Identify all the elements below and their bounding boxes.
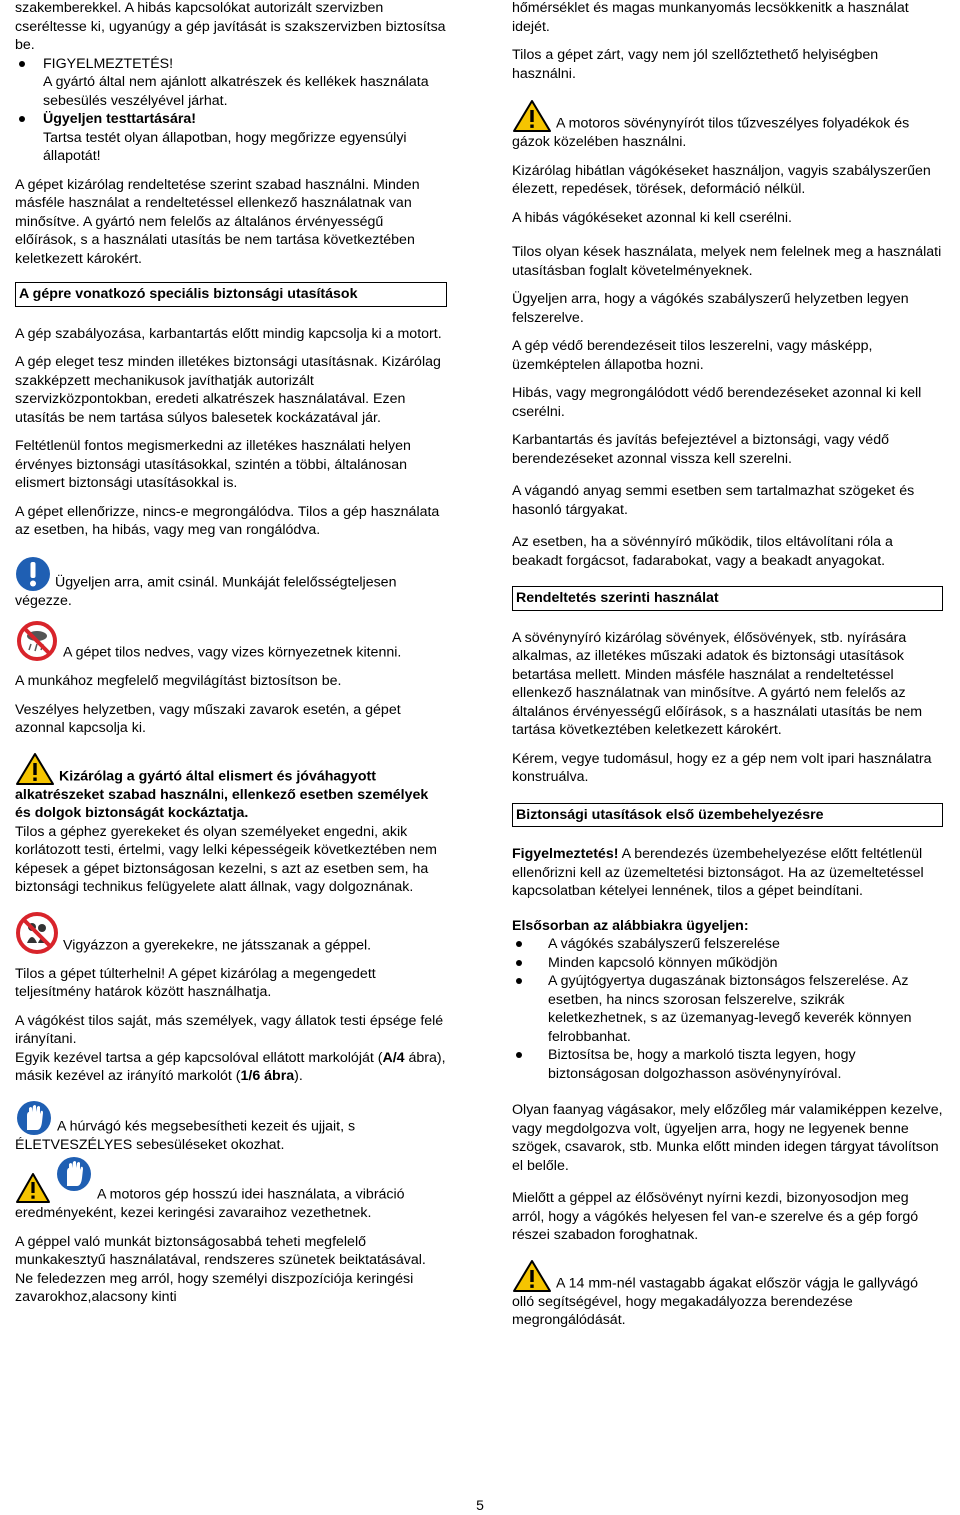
flammable-text: A motoros sövénynyírót tilos tűzveszélyes folyadékok és gázok közelében használni. [512,115,910,150]
first-operation-section-title: Biztonsági utasítások első üzembehelyezésre [512,803,943,828]
checklist-item-text: Biztosítsa be, hogy a markoló tiszta legyen, hogy biztonságosan dolgozhasson asövénynyíróval. [548,1047,856,1082]
no-children-prohibition-icon [15,911,59,955]
first-operation-warning-head: Figyelmeztetés! [512,846,619,862]
bullet-dot [516,1052,522,1058]
left-paragraph-2: A gép eleget tesz minden illetékes biztonsági utasításnak. Kizárólag szakképzett mechanikusok javíthatják autorizált szervizközpontokban, eredeti alkatrészek használatával. Ezen utasítás be nem tartása súlyos balesetek kockázatával jár. [15,354,441,426]
intended-use-section-title: Rendeltetés szerinti használat [512,586,943,611]
gloves-breaks-text: A géppel való munkát biztonságosabbá teheti megfelelő munkakesztyű használatával, rendszeres szünetek beiktatásával. Ne feledezzen meg arról, hogy személyi diszpozíciója keringési zavarokhoz,alacsony kinti [15,1233,426,1305]
first-operation-warning-text: A berendezés üzembehelyezése előtt feltétlenül ellenőrizni kell az üzemeltetési biztonságot. Ha az üzemeltetéssel kapcsolatban kételyei lennének, tilos a gépet beindítani. [512,846,924,899]
checklist [512,917,944,1084]
checklist-item-text: A gyújtógyertya dugaszának biztonságos felszerelése. Az esetben, ha nincs szorosan felszerelve, szikrák keletkezhetnek, s az üzemanyag-levegő keverék könnyen felrobbanhat. [548,973,912,1045]
warning-text: A gyártó által nem ajánlott alkatrészek és kellékek használata sebesülés veszélyével járhat. [43,74,429,109]
checklist-item [512,954,944,973]
left-paragraph-3: Feltétlenül fontos megismerkedni az illetékes használati helyen érvényes biztonsági utasításokkal, szintén a többi, általánosan elismert biztonsági utasításokkal is. [15,438,411,491]
right-paragraph-11: A vágandó anyag semmi esetben sem tartalmazhat szögeket és hasonló tárgyakat. [512,483,915,518]
glove-mandatory-icon [15,1100,53,1136]
no-rain-paragraph [15,620,447,662]
right-paragraph-6: Tilos olyan kések használata, melyek nem felelnek meg a használati utasításban foglalt követelményeknek. [512,244,942,279]
right-paragraph-7: Ügyeljen arra, hogy a vágókés szabályszerű helyzetben legyen felszerelve. [512,291,909,326]
warning-triangle-icon [15,1172,51,1204]
attention-paragraph [15,556,447,611]
flammable-paragraph [512,99,944,152]
left-paragraph-1: A gép szabályozása, karbantartás előtt mindig kapcsolja ki a motort. [15,325,442,342]
exclamation-mandatory-icon [15,556,51,592]
warning-triangle-icon [512,1259,552,1293]
checklist-item [512,1046,944,1083]
blade-direction-paragraph [15,1012,447,1086]
no-overload-text: Tilos a gépet túlterhelni! A gépet kizárólag a megengedett teljesítmény határok között használhatja. [15,965,376,1000]
thick-branches-text: A 14 mm-nél vastagabb ágakat először vágja le gallyvágó olló segítségével, hogy megakadályozza berendezése megrongálódását. [512,1275,918,1328]
original-parts-bold-1: Kizárólag a gyártó által elismert és jóváhagyott alkatrészeket szabad használn [15,768,376,803]
right-paragraph-9: Hibás, vagy megrongálódott védő berendezéseket azonnal ki kell cserélni. [512,385,922,420]
thick-branches-paragraph [512,1259,944,1330]
checklist-item-text: Minden kapcsoló könnyen működjön [548,954,778,971]
balance-bullet [15,110,447,166]
hand-injury-text: A húrvágó kés megsebesítheti kezeit és ujjait, s ÉLETVESZÉLYES sebesüléseket okozhat. [15,1118,356,1153]
original-parts-paragraph [15,752,447,897]
foreign-objects-paragraph: Olyan faanyag vágásakor, mely előzőleg már valamiképpen kezelve, vagy megdolgozva volt, ügyeljen arra, hogy ne legyenek benne szögek, csavarok, stb. Munka előtt minden idegen tárgyat távolítson el belőle. [512,1102,943,1174]
left-paragraph-4: A gépet ellenőrizze, nincs-e megrongálódva. Tilos a gép használata az esetben, ha hibás, vagy meg van rongálódva. [15,503,440,538]
emergency-stop-text: Veszélyes helyzetben, vagy műszaki zavarok esetén, a gépet azonnal kapcsolja ki. [15,701,401,736]
right-paragraph-1: hőmérséklet és magas munkanyomás lecsökkenitk a használat idejét. [512,0,909,35]
no-children-paragraph [15,911,447,955]
no-rain-text: A gépet tilos nedves, vagy vizes környezetnek kitenni. [63,644,402,661]
glove-mandatory-icon [55,1156,93,1192]
bullet-dot [19,61,25,67]
bullet-dot [516,978,522,984]
hand-injury-paragraph [15,1100,447,1155]
balance-head: Ügyeljen testtartására! [43,111,196,127]
page-number: 5 [476,1497,484,1513]
warning-triangle-icon [512,99,552,133]
blade-check-paragraph: Mielőtt a géppel az élősövényt nyírni kezdi, bizonyosodjon meg arról, hogy a vágókés helyesen fel van-e szerelve és a gép forgó részei szabadon foroghatnak. [512,1190,919,1243]
vibration-text: A motoros gép hosszú idei használata, a vibráció eredményeként, kezei keringési zavaraihoz vezethetnek. [15,1186,405,1221]
checklist-item-text: A vágókés szabályszerű felszerelése [548,936,780,952]
checklist-item [512,935,944,954]
special-safety-section-title: A gépre vonatkozó speciális biztonsági utasítások [15,282,447,307]
original-parts-bold-2: , ellenkező esetben személyek és dolgok biztonságát kockáztatja. [15,786,429,821]
grip-text-3: ). [294,1068,303,1084]
no-children-text: Vigyázzon a gyerekekre, ne játsszanak a géppel. [63,937,372,953]
left-column [15,0,447,1317]
checklist-item [512,972,944,1046]
children-restriction-text: Tilos a géphez gyerekeket és olyan személyeket engedni, akik korlátozott testi, értelmi, vagy lelki képességeik következtében nem képesek a gépet biztonságosan kezelni, s azt az esetben sem, ha biztonsági technikus felügyelete alatt állnak, vagy dolgoznának. [15,823,437,895]
right-column [512,0,944,1340]
bullet-dot [516,960,522,966]
bullet-dot [19,116,25,122]
attention-text: Ügyeljen arra, amit csinál. Munkáját felelősségteljesen végezze. [15,574,397,609]
right-paragraph-12: Az esetben, ha a sövénnyíró működik, tilos eltávolítani róla a beakadt forgácsot, fadarabokat, vagy a beakadt anyagokat. [512,534,893,569]
original-parts-normal: i [220,786,224,803]
intended-use-text: A gépet kizárólag rendeltetése szerint szabad használni. Minden másféle használat a rendeltetéssel ellenkező használatnak van minősítve. A gyártó nem felelős az általános érvényességű előírások, s a használati utasítás be nem tartása következtében keletkezett károkért. [15,176,420,267]
first-operation-warning [512,845,944,901]
lighting-text: A munkához megfelelő megvilágítást biztosítson be. [15,673,342,689]
right-paragraph-5: A hibás vágókéseket azonnal ki kell cserélni. [512,209,792,226]
right-paragraph-10: Karbantartás és javítás befejeztével a biztonsági, vagy védő berendezéseket azonnal vissza kell szerelni. [512,432,889,467]
balance-text: Tartsa testét olyan állapotban, hogy megőrizze egyensúlyi állapotát! [43,129,407,164]
figure-ref-a4: A/4 [382,1049,405,1066]
warning-triangle-icon [15,752,55,786]
warning-bullet [15,55,447,111]
not-industrial-paragraph: Kérem, vegye tudomásul, hogy ez a gép nem volt ipari használatra konstruálva. [512,750,932,785]
warning-head: FIGYELMEZTETÉS! [43,55,174,72]
right-paragraph-4: Kizárólag hibátlan vágókéseket használjon, vagyis szabályszerűen élezett, repedések, törések, deformáció nélkül. [512,162,931,197]
grip-text-2: ábra), másik kezével az irányító markolót ( [15,1049,446,1084]
grip-text-1: Egyik kezével tartsa a gép kapcsolóval ellátott markolóját ( [15,1049,383,1066]
intended-use-paragraph: A sövénynyíró kizárólag sövények, élősövények, stb. nyírására alkalmas, az illetékes műszaki adatok és biztonsági utasítások betartása mellett. Minden másféle használat a rendeltetéssel ellenkező használatnak van minősítve. A gyártó nem felelős az általános érvényességű előírások, s a használati utasítás be nem tartása következtében keletkezett károkért. [512,629,923,738]
right-paragraph-2: Tilos a gépet zárt, vagy nem jól szellőztethető helyiségben használni. [512,47,879,82]
no-rain-prohibition-icon [15,620,59,662]
blade-direction-text: A vágókést tilos saját, más személyek, vagy állatok testi épsége felé irányítani. [15,1012,444,1047]
figure-ref-1-6: 1/6 ábra [240,1068,295,1084]
intro-continuation: szakemberekkel. A hibás kapcsolókat autorizált szervizben cseréltesse ki, ugyanúgy a gép javítását is szakszervizben biztosítsa be. [15,0,446,53]
vibration-paragraph [15,1168,447,1223]
checklist-heading: Elsősorban az alábbiakra ügyeljen: [512,917,749,934]
bullet-dot [516,941,522,947]
right-paragraph-8: A gép védő berendezéseit tilos leszerelni, vagy másképp, üzemképtelen állapotba hozni. [512,338,873,373]
